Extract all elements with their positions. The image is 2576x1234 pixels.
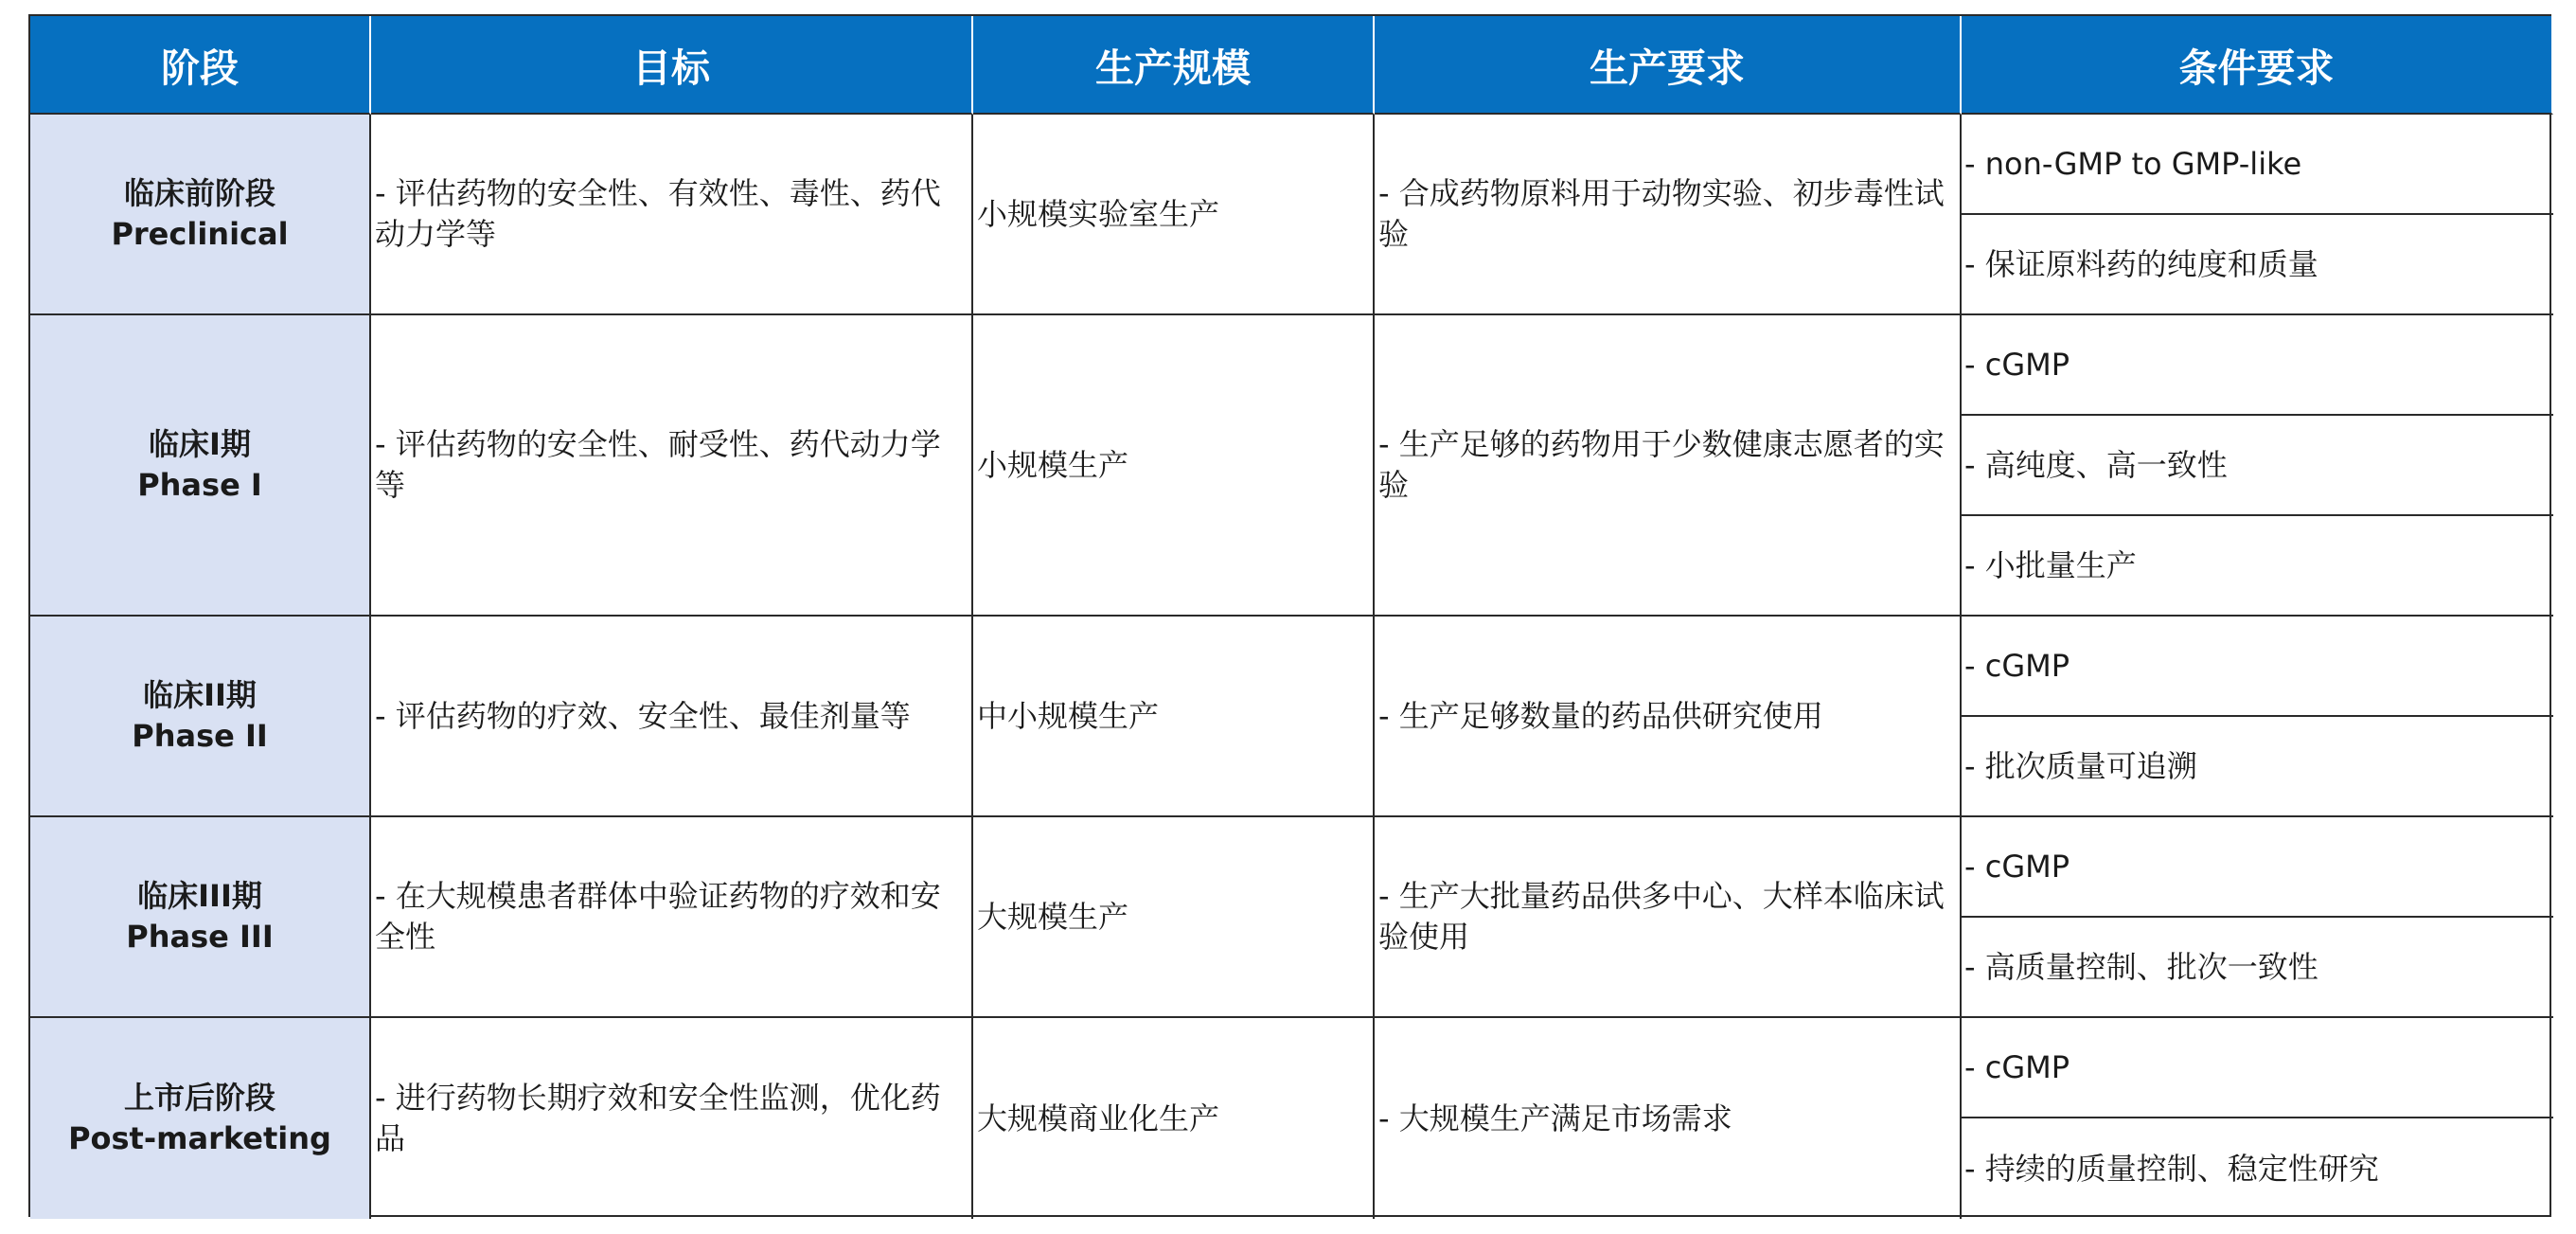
production-text: - 生产大批量药品供多中心、大样本临床试验使用 bbox=[1378, 878, 1945, 955]
condition-cell bbox=[1962, 817, 2553, 918]
condition-text: - cGMP bbox=[1964, 848, 2070, 885]
condition-text: - 持续的质量控制、稳定性研究 bbox=[1964, 1150, 2379, 1187]
scale-text: 小规模实验室生产 bbox=[977, 195, 1220, 232]
stage-label-en: Post-marketing bbox=[68, 1120, 331, 1156]
scale-cell bbox=[973, 115, 1375, 315]
production-cell bbox=[1375, 115, 1962, 315]
stage-label-cn: 临床III期 bbox=[137, 878, 262, 914]
goal-cell bbox=[371, 315, 973, 617]
stage-cell-post-marketing bbox=[30, 1018, 371, 1219]
condition-cell bbox=[1962, 918, 2553, 1018]
goal-text: - 在大规模患者群体中验证药物的疗效和安全性 bbox=[375, 878, 941, 955]
condition-cell bbox=[1962, 516, 2553, 617]
stage-label-cn: 临床I期 bbox=[149, 426, 251, 462]
header-stage: 阶段 bbox=[30, 16, 371, 115]
goal-cell bbox=[371, 817, 973, 1018]
condition-cell bbox=[1962, 617, 2553, 717]
goal-text: - 评估药物的安全性、有效性、毒性、药代动力学等 bbox=[375, 175, 941, 252]
production-cell bbox=[1375, 315, 1962, 617]
scale-text: 中小规模生产 bbox=[977, 697, 1160, 734]
production-text: - 生产足够数量的药品供研究使用 bbox=[1378, 697, 1823, 734]
condition-text: - cGMP bbox=[1964, 1048, 2070, 1085]
stage-label-cn: 上市后阶段 bbox=[123, 1080, 275, 1116]
condition-cell bbox=[1962, 215, 2553, 315]
scale-cell bbox=[973, 315, 1375, 617]
condition-cell bbox=[1962, 717, 2553, 817]
stage-label: 临床前阶段 Preclinical bbox=[111, 175, 289, 252]
condition-text: - 保证原料药的纯度和质量 bbox=[1964, 245, 2318, 282]
goal-cell bbox=[371, 617, 973, 817]
stage-cell-phase-3 bbox=[30, 817, 371, 1018]
scale-cell bbox=[973, 617, 1375, 817]
header-production: 生产要求 bbox=[1375, 16, 1962, 115]
condition-text: - 高纯度、高一致性 bbox=[1964, 446, 2228, 483]
production-text: - 合成药物原料用于动物实验、初步毒性试验 bbox=[1378, 175, 1945, 252]
production-text: - 生产足够的药物用于少数健康志愿者的实验 bbox=[1378, 426, 1945, 503]
drug-development-table bbox=[28, 14, 2551, 1217]
header-conditions: 条件要求 bbox=[1962, 16, 2553, 115]
scale-text: 大规模商业化生产 bbox=[977, 1100, 1220, 1136]
production-cell bbox=[1375, 817, 1962, 1018]
condition-cell bbox=[1962, 416, 2553, 516]
condition-cell bbox=[1962, 1118, 2553, 1219]
header-scale: 生产规模 bbox=[973, 16, 1375, 115]
header-goal: 目标 bbox=[371, 16, 973, 115]
condition-text: - 小批量生产 bbox=[1964, 546, 2137, 583]
production-text: - 大规模生产满足市场需求 bbox=[1378, 1100, 1732, 1136]
goal-text: - 评估药物的疗效、安全性、最佳剂量等 bbox=[375, 697, 911, 734]
stage-cell-preclinical bbox=[30, 115, 371, 315]
scale-cell bbox=[973, 1018, 1375, 1219]
goal-cell bbox=[371, 1018, 973, 1219]
condition-text: - 高质量控制、批次一致性 bbox=[1964, 948, 2318, 985]
stage-label-en: Phase III bbox=[126, 919, 274, 955]
condition-text: - cGMP bbox=[1964, 346, 2070, 383]
production-cell bbox=[1375, 617, 1962, 817]
condition-text: - non-GMP to GMP-like bbox=[1964, 145, 2302, 182]
goal-text: - 评估药物的安全性、耐受性、药代动力学等 bbox=[375, 426, 941, 503]
stage-cell-phase-1 bbox=[30, 315, 371, 617]
condition-cell bbox=[1962, 315, 2553, 416]
stage-cell-phase-2 bbox=[30, 617, 371, 817]
condition-cell bbox=[1962, 115, 2553, 215]
scale-text: 大规模生产 bbox=[977, 898, 1129, 935]
stage-label-en: Phase I bbox=[137, 467, 262, 503]
scale-text: 小规模生产 bbox=[977, 446, 1129, 483]
condition-text: - 批次质量可追溯 bbox=[1964, 747, 2197, 784]
stage-label-en: Phase II bbox=[132, 718, 268, 754]
goal-cell bbox=[371, 115, 973, 315]
scale-cell bbox=[973, 817, 1375, 1018]
condition-cell bbox=[1962, 1018, 2553, 1118]
goal-text: - 进行药物长期疗效和安全性监测，优化药品 bbox=[375, 1080, 941, 1156]
condition-text: - cGMP bbox=[1964, 647, 2070, 684]
production-cell bbox=[1375, 1018, 1962, 1219]
stage-label-cn: 临床II期 bbox=[143, 677, 257, 713]
